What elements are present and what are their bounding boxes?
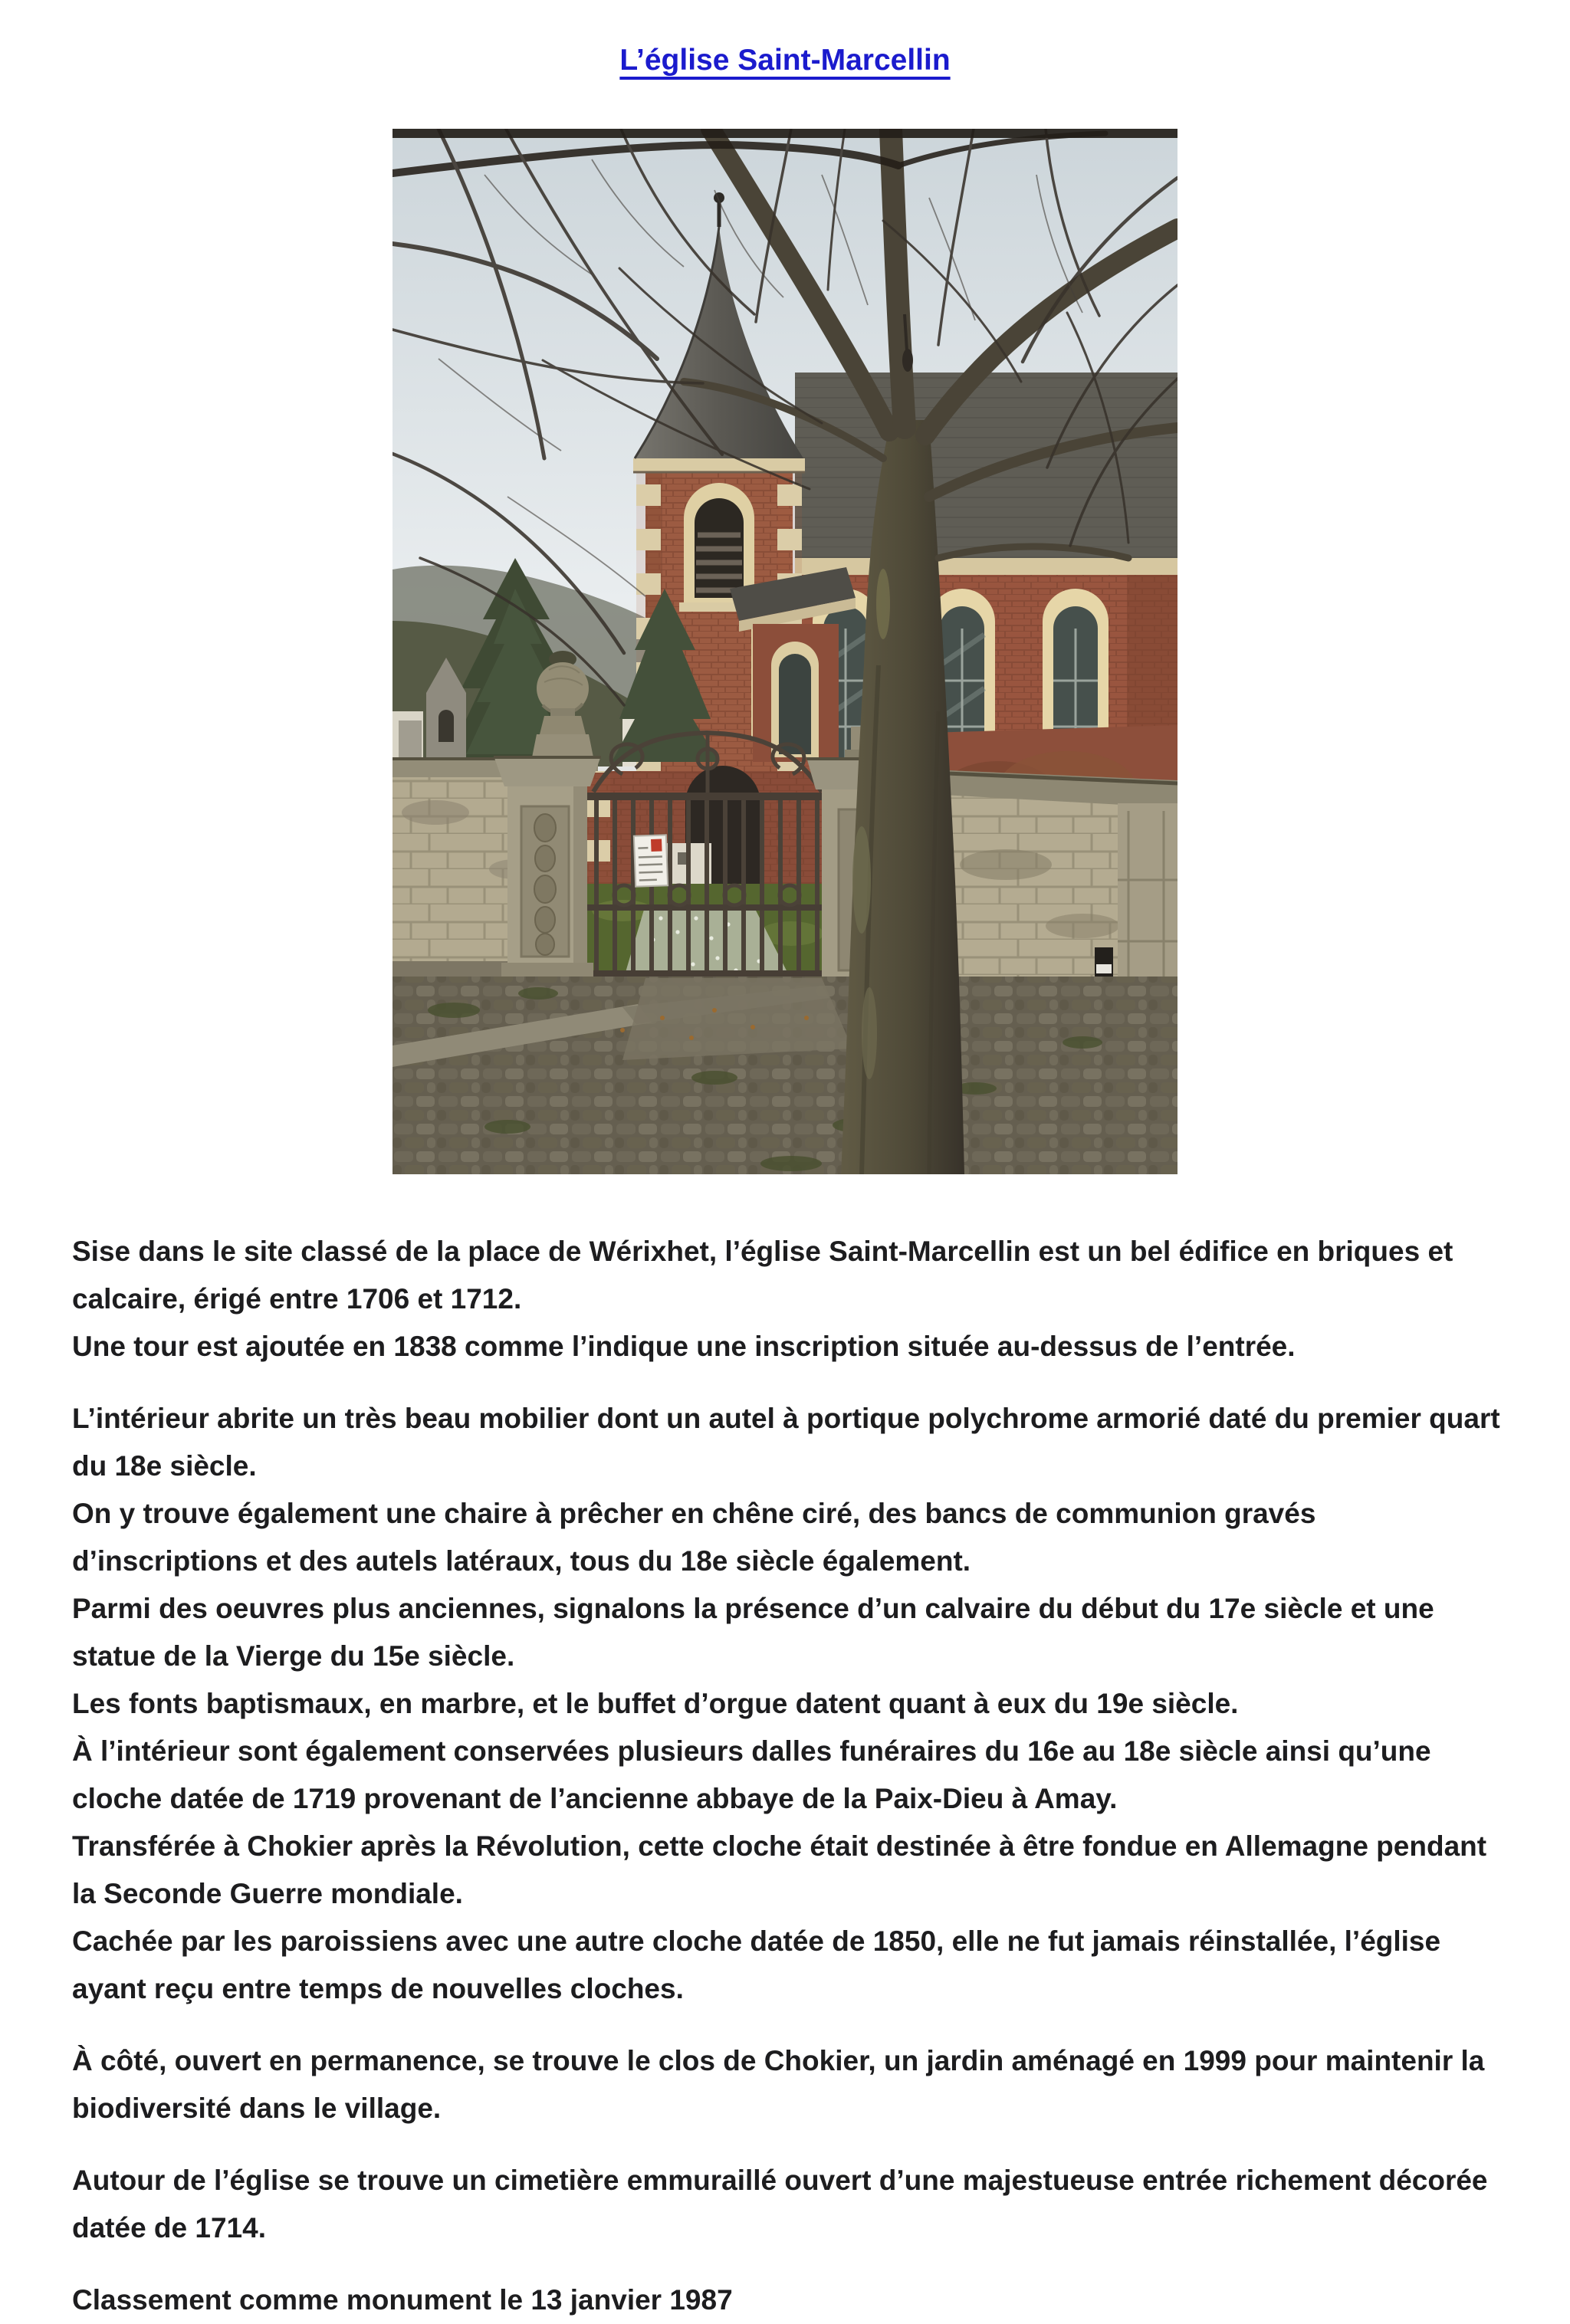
paragraph [72, 1395, 1503, 2013]
text-line: Parmi des oeuvres plus anciennes, signalons la présence d’un calvaire du début du 17e siècle et une statue de la Vierge du 15e siècle. [72, 1585, 1503, 1680]
church-photo [392, 129, 1178, 1174]
paragraph [72, 1228, 1503, 1370]
paragraph [72, 2037, 1503, 2132]
seed-pod [902, 349, 913, 372]
text-line: Sise dans le site classé de la place de Wérixhet, l’église Saint-Marcellin est un bel édifice en briques et calcaire, érigé entre 1706 et 1712. [72, 1228, 1503, 1323]
top-branch-band [392, 129, 1178, 138]
paragraph [72, 2276, 1503, 2324]
text-line: Cachée par les paroissiens avec une autre cloche datée de 1850, elle ne fut jamais réinstallée, l’église ayant reçu entre temps de nouvelles cloches. [72, 1918, 1503, 2013]
church-photo-illustration [392, 129, 1178, 1174]
text-line: À côté, ouvert en permanence, se trouve le clos de Chokier, un jardin aménagé en 1999 pour maintenir la biodiversité dans le village. [72, 2037, 1503, 2132]
paragraph [72, 2157, 1503, 2252]
title-link[interactable]: L’église Saint-Marcellin [619, 44, 950, 77]
text-line: Autour de l’église se trouve un cimetière emmuraillé ouvert d’une majestueuse entrée richement décorée datée de 1714. [72, 2157, 1503, 2252]
text-line: L’intérieur abrite un très beau mobilier dont un autel à portique polychrome armorié daté du premier quart du 18e siècle. [72, 1395, 1503, 1490]
text-line: Transférée à Chokier après la Révolution, cette cloche était destinée à être fondue en Allemagne pendant la Seconde Guerre mondiale. [72, 1823, 1503, 1918]
text-line: Une tour est ajoutée en 1838 comme l’indique une inscription située au-dessus de l’entrée. [72, 1323, 1503, 1370]
text-line: Classement comme monument le 13 janvier 1987 [72, 2276, 1503, 2324]
text-line: À l’intérieur sont également conservées plusieurs dalles funéraires du 16e au 18e siècle ainsi qu’une cloche datée de 1719 provenant de l’ancienne abbaye de la Paix-Dieu à Amay. [72, 1728, 1503, 1823]
cobblestone-pavement [392, 977, 1178, 1174]
gate-notice-sign [634, 835, 668, 886]
text-line: Les fonts baptismaux, en marbre, et le buffet d’orgue datent quant à eux du 19e siècle. [72, 1680, 1503, 1728]
page-title [0, 41, 1570, 80]
article-body [72, 1228, 1503, 2324]
text-line: On y trouve également une chaire à prêcher en chêne ciré, des bancs de communion gravés d’inscriptions et des autels latéraux, tous du 18e siècle également. [72, 1490, 1503, 1585]
